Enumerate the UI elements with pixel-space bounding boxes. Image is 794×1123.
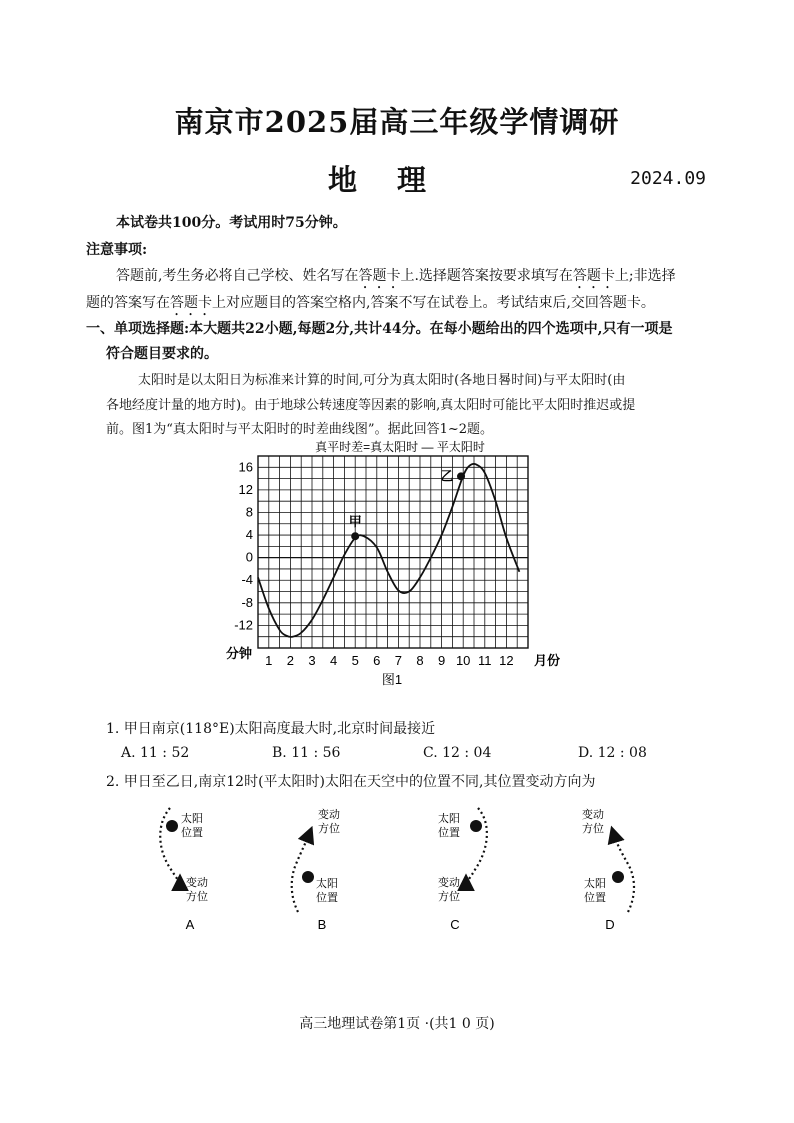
notes-text: 答题前,考生务必将自己学校、姓名写在 (116, 268, 359, 284)
move-label: 方位 (582, 823, 604, 835)
q2-option-a[interactable] (160, 808, 208, 932)
notes-text: 上对应题目的答案空格内,答案不写在试卷上。考试结束后,交回答题卡。 (212, 295, 655, 311)
y-axis-ticks (234, 459, 253, 632)
q2-options-figure (0, 800, 794, 940)
x-axis-ticks (265, 653, 513, 668)
x-tick-label: 3 (308, 653, 316, 668)
x-tick-label: 7 (394, 653, 403, 668)
q1-option-c[interactable]: C. 12 : 04 (423, 745, 492, 761)
q1-option-a[interactable]: A. 11 : 52 (121, 745, 190, 761)
figure-caption: 图1 (381, 672, 403, 687)
x-axis-label: 月份 (534, 653, 561, 668)
exam-title: 南京市2025届高三年级学情调研 (174, 105, 620, 139)
move-label: 变动 (186, 877, 208, 889)
passage-line1: 太阳时是以太阳日为标准来计算的时间,可分为真太阳时(各地日晷时间)与平太阳时(由 (138, 373, 626, 388)
point-label: 甲 (348, 514, 362, 530)
q2-option-d[interactable] (582, 807, 634, 932)
option-letter: C (450, 917, 460, 932)
answer-card-emphasis: 答题卡 (358, 268, 401, 284)
notes-paragraph-line1 (116, 265, 676, 292)
point-marker-jia (351, 532, 359, 540)
sun-dot-icon (612, 871, 624, 883)
notes-text: 上.选择题答案按要求填写在 (400, 268, 573, 284)
move-label: 变动 (438, 877, 460, 889)
x-tick-label: 9 (437, 653, 446, 668)
y-tick-label: 16 (238, 459, 253, 475)
sun-label: 位置 (438, 827, 460, 839)
plot-frame (258, 456, 528, 648)
x-tick-label: 5 (351, 653, 359, 668)
section-heading-line2: 符合题目要求的。 (106, 346, 218, 362)
passage-line3: 前。图1为“真太阳时与平太阳时的时差曲线图”。据此回答1~2题。 (106, 422, 493, 437)
y-tick-label: 12 (238, 481, 253, 497)
sun-dot-icon (470, 820, 482, 832)
sun-dot-icon (166, 820, 178, 832)
movement-path-c (466, 808, 487, 881)
x-tick-label: 8 (416, 653, 424, 668)
chart-grid (258, 456, 528, 648)
option-letter: A (185, 917, 195, 932)
subject-text: 地理 (327, 163, 466, 197)
notes-text: 上;非选择 (614, 268, 676, 284)
sun-label: 太阳 (316, 878, 338, 890)
y-tick-label: 8 (245, 504, 253, 520)
y-tick-label: 0 (245, 549, 253, 565)
answer-card-emphasis: 答题卡 (572, 268, 615, 284)
x-tick-label: 12 (499, 653, 514, 668)
sun-label: 位置 (181, 827, 203, 839)
sun-label: 太阳 (584, 878, 606, 890)
question-2-stem: 2. 甲日至乙日,南京12时(平太阳时)太阳在天空中的位置不同,其位置变动方向为 (106, 774, 596, 790)
move-label: 方位 (438, 891, 460, 903)
q2-option-b[interactable] (292, 807, 340, 932)
time-difference-chart (0, 436, 794, 690)
option-letter: B (317, 917, 327, 932)
q1-option-b[interactable]: B. 11 : 56 (272, 745, 341, 761)
point-label: 乙 (440, 468, 454, 484)
score-line: 本试卷共100分。考试用时75分钟。 (116, 215, 347, 231)
sun-label: 太阳 (181, 813, 203, 825)
y-tick-label: -8 (241, 594, 253, 610)
sun-label: 太阳 (438, 813, 460, 825)
question-1-stem: 1. 甲日南京(118°E)太阳高度最大时,北京时间最接近 (106, 721, 436, 737)
exam-date: 2024.09 (630, 168, 706, 189)
y-tick-label: -4 (241, 572, 253, 588)
x-tick-label: 6 (373, 653, 381, 668)
x-tick-label: 11 (478, 653, 492, 668)
sun-dot-icon (302, 871, 314, 883)
move-label: 变动 (582, 809, 604, 821)
chart-title: 真平时差=真太阳时 — 平太阳时 (315, 440, 485, 454)
answer-card-emphasis: 答题卡 (170, 295, 212, 311)
movement-path-a (160, 808, 180, 882)
move-label: 变动 (318, 809, 340, 821)
x-tick-label: 1 (265, 653, 273, 668)
notes-heading: 注意事项: (86, 242, 148, 258)
sun-label: 位置 (316, 892, 338, 904)
notes-paragraph-line2 (86, 292, 655, 319)
section-heading-line1: 一、单项选择题:本大题共22小题,每题2分,共计44分。在每小题给出的四个选项中,只有一项是 (86, 321, 673, 337)
move-label: 方位 (186, 891, 208, 903)
x-tick-label: 4 (329, 653, 338, 668)
y-axis-label: 分钟 (226, 646, 253, 661)
y-tick-label: 4 (245, 527, 253, 543)
point-marker-yi (457, 472, 465, 480)
x-tick-label: 10 (455, 653, 471, 668)
x-tick-label: 2 (286, 653, 295, 668)
page-footer: 高三地理试卷第1页 ·(共1 0 页) (299, 1016, 495, 1032)
q1-option-d[interactable]: D. 12 : 08 (578, 745, 647, 761)
sun-label: 位置 (584, 892, 606, 904)
y-tick-label: -12 (234, 617, 253, 633)
notes-text: 题的答案写在 (86, 295, 170, 311)
passage-line2: 各地经度计量的地方时)。由于地球公转速度等因素的影响,真太阳时可能比平太阳时推迟或提 (106, 398, 636, 413)
q2-option-c[interactable] (438, 808, 487, 932)
move-label: 方位 (318, 823, 340, 835)
option-letter: D (605, 917, 615, 932)
